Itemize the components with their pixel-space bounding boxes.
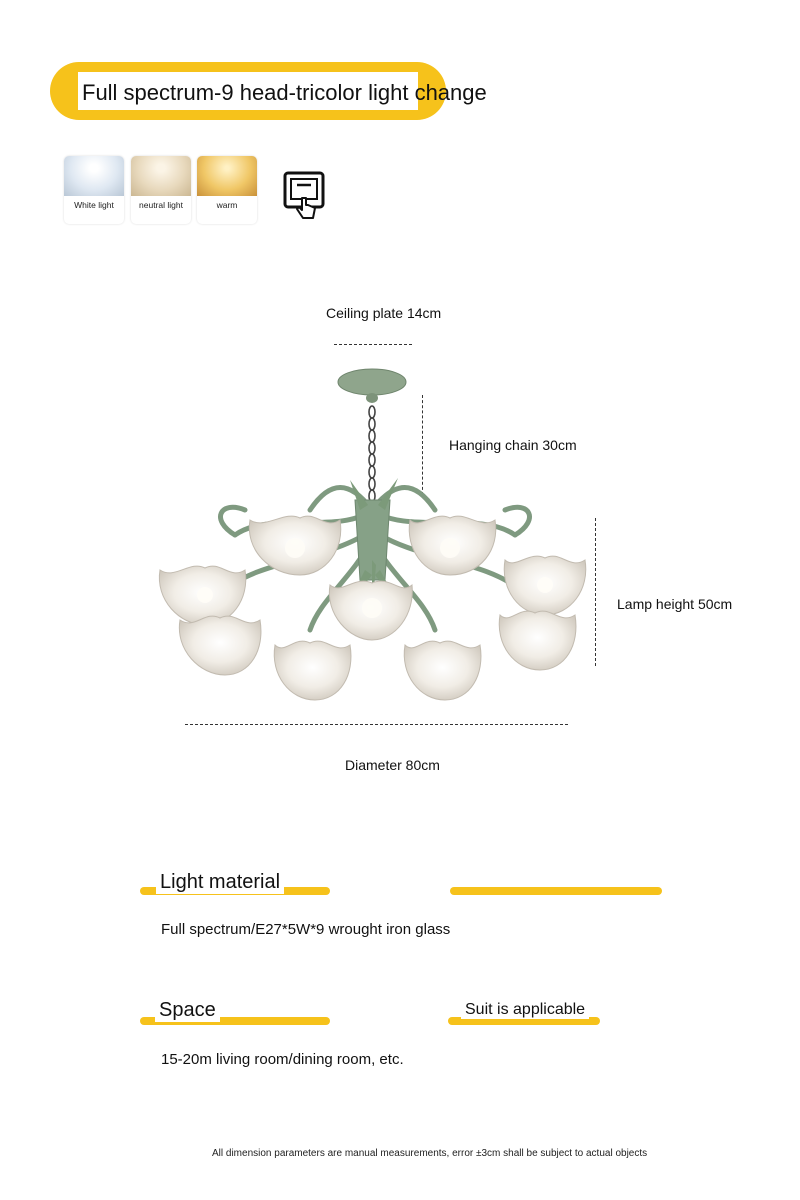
footnote: All dimension parameters are manual measurements, error ±3cm shall be subject to actual objects	[212, 1148, 648, 1159]
page-title: Full spectrum-9 head-tricolor light change	[82, 80, 487, 105]
white-light-glow	[64, 156, 124, 196]
warm-light-label: warm	[216, 200, 238, 210]
ceiling-plate-label: Ceiling plate 14cm	[326, 305, 442, 321]
light-material-bar-right	[450, 887, 662, 895]
neutral-light-label: neutral light	[139, 200, 183, 210]
touch-switch-icon	[282, 170, 328, 222]
diameter-label: Diameter 80cm	[345, 757, 440, 773]
ceiling-plate-line	[334, 344, 412, 345]
light-material-value: Full spectrum/E27*5W*9 wrought iron glass	[161, 921, 451, 938]
hanging-chain-label: Hanging chain 30cm	[449, 437, 577, 453]
lamp-height-label: Lamp height 50cm	[617, 596, 733, 612]
neutral-light-glow	[131, 156, 191, 196]
light-material-title: Light material	[156, 871, 284, 894]
diameter-line	[185, 724, 568, 725]
warm-light-glow	[197, 156, 257, 196]
space-title: Space	[155, 999, 220, 1022]
white-light-swatch	[64, 156, 124, 224]
white-light-label: White light	[74, 200, 114, 210]
space-value: 15-20m living room/dining room, etc.	[161, 1051, 404, 1068]
suit-title: Suit is applicable	[461, 1001, 589, 1019]
chandelier-illustration	[150, 360, 600, 710]
warm-light-swatch	[197, 156, 257, 224]
neutral-light-swatch	[131, 156, 191, 224]
